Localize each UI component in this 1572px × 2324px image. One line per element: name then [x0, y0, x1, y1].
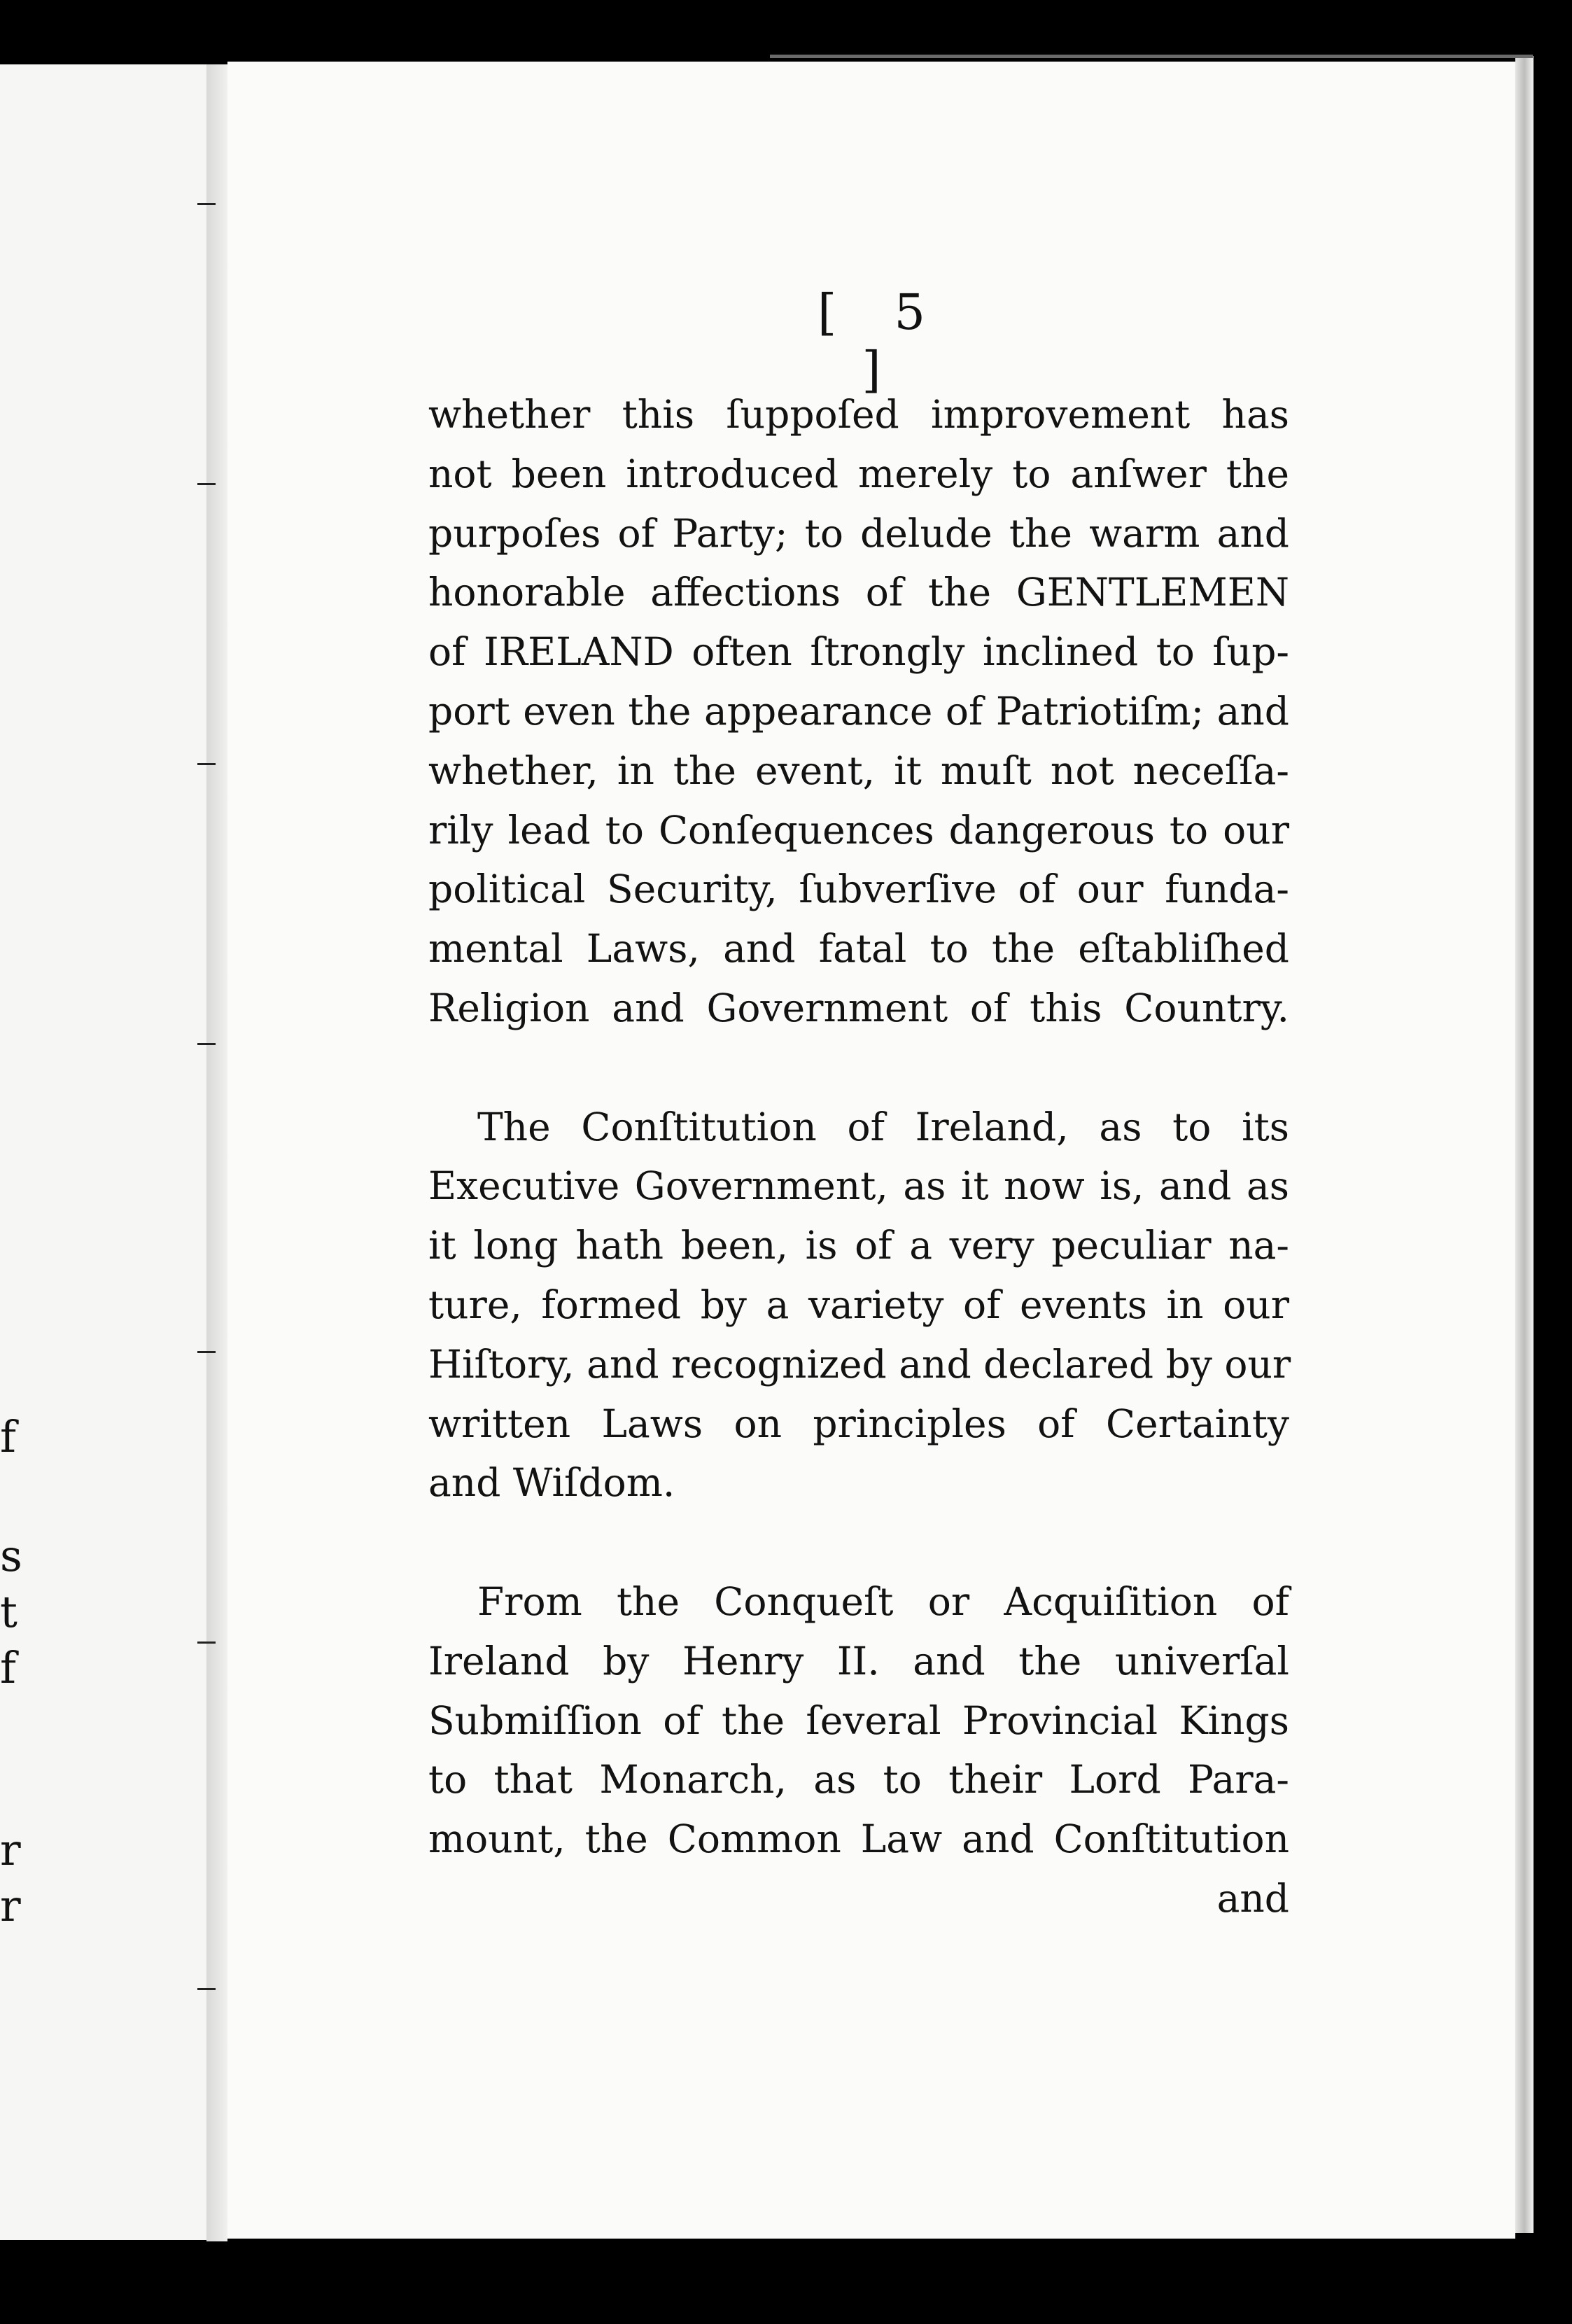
previous-page-margin-text [0, 64, 42, 2240]
margin-char: t [0, 1586, 17, 1637]
text-line: it long hath been, is of a very peculiar na- [428, 1223, 1289, 1268]
text-line: not been introduced merely to anſwer the [428, 451, 1289, 496]
text-line: and Wiſdom. [428, 1460, 675, 1506]
paragraph-3 [428, 1572, 1289, 1869]
text-line: Ireland by Henry II. and the univerſal [428, 1638, 1289, 1684]
text-line: Religion and Government of this Country. [428, 985, 1289, 1030]
page-number-header: [ 5 ] [817, 284, 947, 398]
text-line: The Conſtitution of Ireland, as to its [477, 1104, 1289, 1149]
paragraph-gap [428, 1038, 1289, 1098]
margin-char: f [0, 1642, 16, 1693]
gutter-stitch-mark [197, 483, 216, 485]
previous-page-edge [0, 64, 209, 2240]
text-line: written Laws on principles of Certainty [428, 1401, 1289, 1446]
gutter-stitch-mark [197, 1642, 216, 1644]
paragraph-1 [428, 385, 1289, 1038]
paragraph-gap [428, 1513, 1289, 1572]
text-line: whether, in the event, it muſt not neceſſa- [428, 748, 1289, 793]
text-line: ture, formed by a variety of events in our [428, 1282, 1289, 1327]
margin-char: f [0, 1411, 16, 1462]
gutter-stitch-mark [197, 1351, 216, 1353]
book-gutter [206, 64, 227, 2241]
gutter-stitch-mark [197, 763, 216, 765]
gutter-stitch-mark [197, 1988, 216, 1990]
gutter-stitch-mark [197, 203, 216, 205]
text-line: mount, the Common Law and Conſtitution [428, 1816, 1289, 1862]
text-line: purpoſes of Party; to delude the warm and [428, 510, 1289, 556]
page-edge-shadow [1515, 56, 1534, 2233]
top-edge-rule [770, 55, 1533, 58]
text-line: Executive Government, as it now is, and as [428, 1163, 1289, 1209]
margin-char: r [0, 1824, 21, 1875]
gutter-stitch-mark [197, 1043, 216, 1045]
text-line: to that Monarch, as to their Lord Para- [428, 1757, 1289, 1802]
text-line: port even the appearance of Patriotiſm; and [428, 688, 1289, 734]
body-text [428, 385, 1289, 1928]
text-line: honorable affections of the GENTLEMEN [428, 570, 1289, 615]
margin-char: r [0, 1880, 21, 1931]
text-line: whether this ſuppoſed improvement has [428, 392, 1289, 437]
text-line: political Security, ſubverſive of our funda- [428, 867, 1289, 912]
text-line: rily lead to Conſequences dangerous to our [428, 807, 1289, 853]
text-line: From the Conqueſt or Acquiſition of [477, 1578, 1289, 1624]
text-line: Submiſſion of the ſeveral Provincial Kings [428, 1698, 1289, 1743]
text-line: of IRELAND often ſtrongly inclined to ſup- [428, 629, 1289, 675]
catchword: and [1216, 1875, 1289, 1921]
paragraph-2 [428, 1098, 1289, 1513]
margin-char: s [0, 1530, 22, 1581]
text-line: mental Laws, and fatal to the eſtabliſhed [428, 926, 1289, 972]
text-line: Hiſtory, and recognized and declared by our [428, 1341, 1291, 1387]
